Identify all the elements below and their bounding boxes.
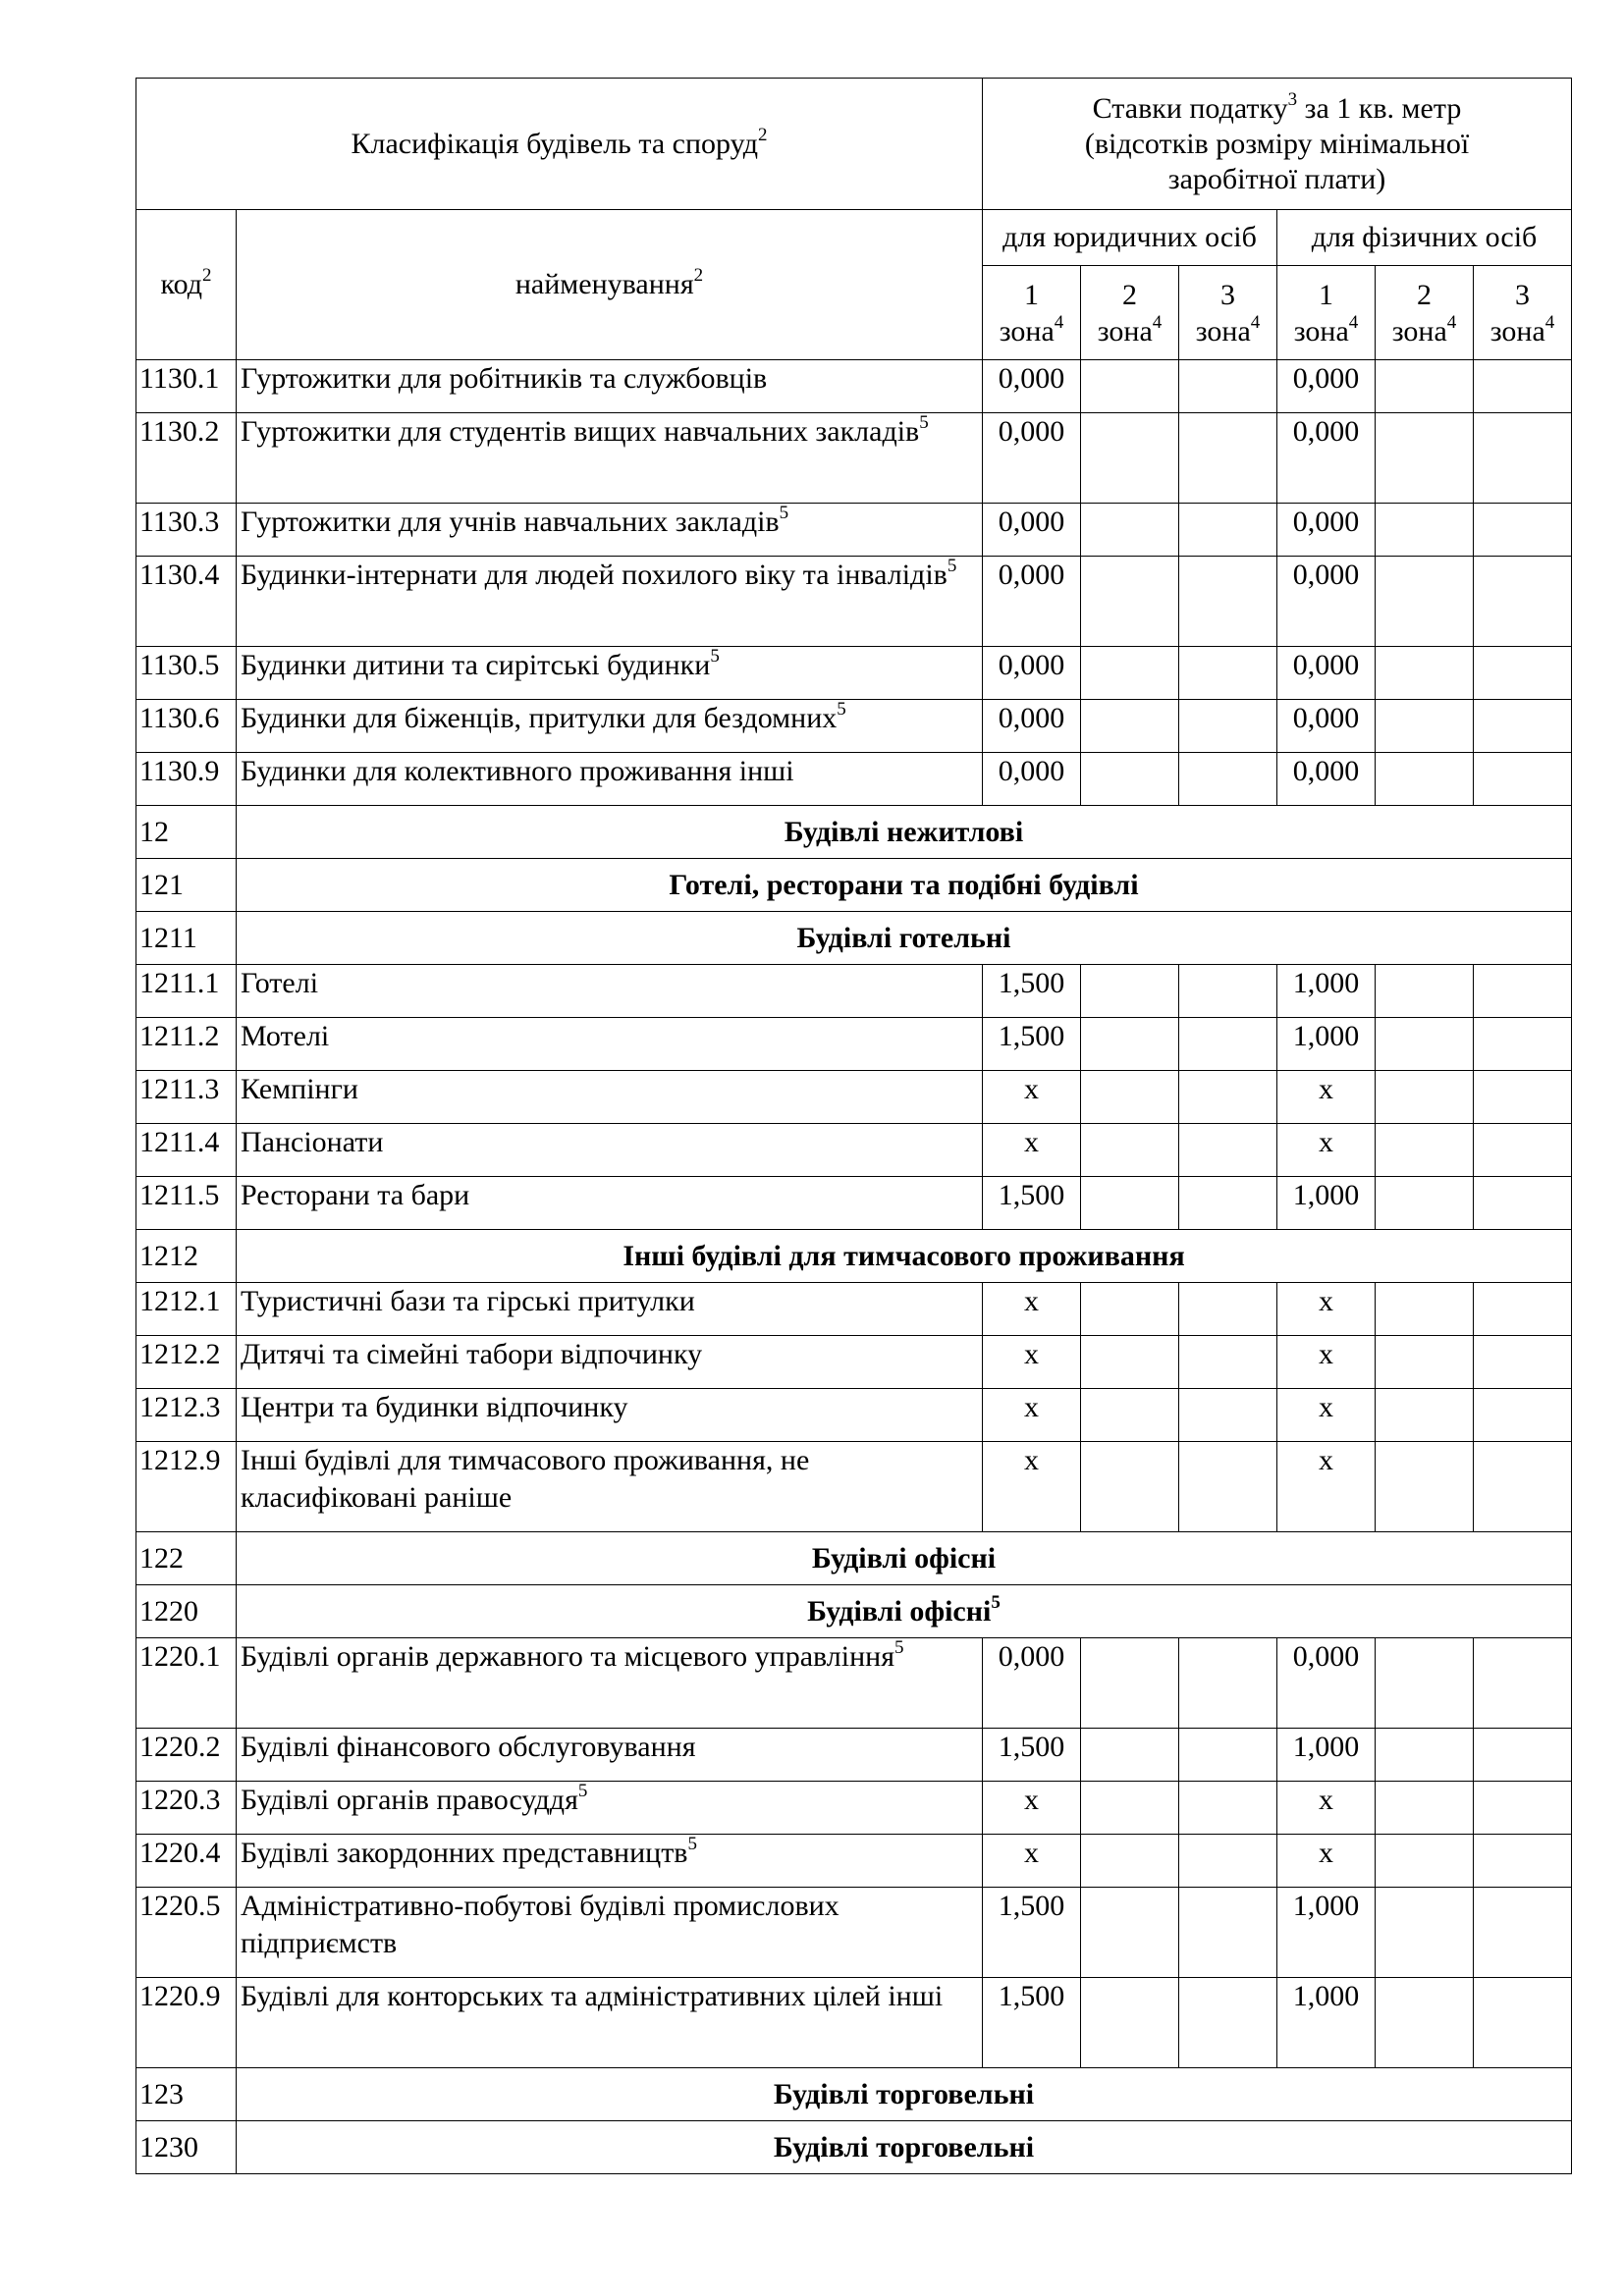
- table-row: [136, 965, 1572, 1018]
- individual-zone-2-rate: [1376, 965, 1474, 1018]
- table-row: [136, 413, 1572, 504]
- individual-zone-1-rate: 0,000: [1277, 504, 1376, 557]
- row-code: 1211.1: [136, 965, 237, 1018]
- row-name: Адміністративно-побутові будівлі промислових підприємств: [237, 1888, 983, 1978]
- individual-zone-1-rate: 0,000: [1277, 360, 1376, 413]
- individual-zone-2-rate: [1376, 360, 1474, 413]
- individual-zone-1-rate: x: [1277, 1071, 1376, 1124]
- row-code: 1130.9: [136, 753, 237, 806]
- table-row: [136, 1389, 1572, 1442]
- individual-zone-3-rate: [1474, 647, 1572, 700]
- row-code: 1211.2: [136, 1018, 237, 1071]
- individual-zone-3-rate: [1474, 1389, 1572, 1442]
- individual-zone-1-rate: x: [1277, 1124, 1376, 1177]
- individual-zone-3-rate: [1474, 1283, 1572, 1336]
- individual-zone-3-rate: [1474, 1888, 1572, 1978]
- individual-zone-3-rate: [1474, 753, 1572, 806]
- row-name: Ресторани та бари: [237, 1177, 983, 1230]
- legal-zone-2-rate: [1081, 700, 1179, 753]
- individual-zone-3-rate: [1474, 1124, 1572, 1177]
- legal-zone-2-rate: [1081, 1071, 1179, 1124]
- legal-zone-2-rate: [1081, 1888, 1179, 1978]
- table-row: [136, 647, 1572, 700]
- legal-zone-1-rate: 0,000: [983, 700, 1081, 753]
- individual-zone-1-rate: 0,000: [1277, 700, 1376, 753]
- individual-zone-2-rate: [1376, 1018, 1474, 1071]
- table-row: [136, 1442, 1572, 1532]
- row-code: 121: [136, 859, 237, 912]
- individual-zone-2-rate: [1376, 1336, 1474, 1389]
- legal-zone-1-rate: 1,500: [983, 1888, 1081, 1978]
- individual-zone-2-rate: [1376, 1835, 1474, 1888]
- row-name: Будинки-інтернати для людей похилого віку та інвалідів$^5$: [237, 557, 983, 647]
- table-row: [136, 1638, 1572, 1729]
- section-row: [136, 1585, 1572, 1638]
- row-name: Будинки дитини та сирітські будинки$^5$: [237, 647, 983, 700]
- individual-zone-3-rate: [1474, 1177, 1572, 1230]
- legal-zone-3-rate: [1179, 647, 1277, 700]
- legal-zone-3-rate: [1179, 1729, 1277, 1782]
- row-code: 1211.4: [136, 1124, 237, 1177]
- legal-zone-2-rate: [1081, 1978, 1179, 2068]
- individual-zone-1-rate: x: [1277, 1389, 1376, 1442]
- table-row: [136, 360, 1572, 413]
- legal-zone-3-rate: [1179, 1442, 1277, 1532]
- individual-zone-3-rate: [1474, 965, 1572, 1018]
- individual-zone-1-rate: x: [1277, 1782, 1376, 1835]
- row-code: 1220.4: [136, 1835, 237, 1888]
- row-name: Гуртожитки для студентів вищих навчальних закладів$^5$: [237, 413, 983, 504]
- row-code: 1130.1: [136, 360, 237, 413]
- legal-zone-1-rate: 1,500: [983, 1018, 1081, 1071]
- individual-zone-1-rate: x: [1277, 1336, 1376, 1389]
- individual-zone-2-rate: [1376, 1389, 1474, 1442]
- row-code: 1211.3: [136, 1071, 237, 1124]
- legal-zone-2-rate: [1081, 557, 1179, 647]
- legal-zone-2-rate: [1081, 647, 1179, 700]
- legal-zone-1-rate: 1,500: [983, 1729, 1081, 1782]
- row-code: 1212.3: [136, 1389, 237, 1442]
- legal-zone-3-rate: [1179, 1177, 1277, 1230]
- legal-zone-1-rate: 0,000: [983, 647, 1081, 700]
- row-name: Центри та будинки відпочинку: [237, 1389, 983, 1442]
- row-code: 1220: [136, 1585, 237, 1638]
- legal-zone-1-rate: x: [983, 1835, 1081, 1888]
- legal-zone-3-header: 3 зона$^4$: [1179, 266, 1277, 360]
- legal-zone-3-rate: [1179, 965, 1277, 1018]
- row-code: 1211: [136, 912, 237, 965]
- individual-zone-2-rate: [1376, 1888, 1474, 1978]
- legal-zone-1-rate: 0,000: [983, 1638, 1081, 1729]
- legal-zone-2-rate: [1081, 1018, 1179, 1071]
- row-name: Мотелі: [237, 1018, 983, 1071]
- individuals-header: для фізичних осіб: [1277, 210, 1572, 266]
- legal-zone-2-rate: [1081, 1177, 1179, 1230]
- legal-zone-3-rate: [1179, 1336, 1277, 1389]
- legal-zone-1-rate: x: [983, 1283, 1081, 1336]
- individual-zone-1-rate: 0,000: [1277, 647, 1376, 700]
- individual-zone-1-rate: 0,000: [1277, 557, 1376, 647]
- legal-zone-1-rate: 0,000: [983, 504, 1081, 557]
- legal-zone-3-rate: [1179, 1018, 1277, 1071]
- individual-zone-3-rate: [1474, 413, 1572, 504]
- legal-zone-2-rate: [1081, 1835, 1179, 1888]
- table-row: [136, 1782, 1572, 1835]
- section-title: Будівлі торговельні: [237, 2121, 1572, 2174]
- legal-zone-2-rate: [1081, 1729, 1179, 1782]
- row-code: 1212.2: [136, 1336, 237, 1389]
- individual-zone-1-rate: 1,000: [1277, 965, 1376, 1018]
- legal-zone-3-rate: [1179, 1283, 1277, 1336]
- individual-zone-2-rate: [1376, 1442, 1474, 1532]
- legal-zone-2-rate: [1081, 1336, 1179, 1389]
- legal-zone-1-rate: x: [983, 1124, 1081, 1177]
- individual-zone-3-rate: [1474, 700, 1572, 753]
- row-name: Будівлі фінансового обслуговування: [237, 1729, 983, 1782]
- row-code: 1220.1: [136, 1638, 237, 1729]
- individual-zone-2-rate: [1376, 557, 1474, 647]
- legal-zone-3-rate: [1179, 1978, 1277, 2068]
- table-body: [136, 360, 1572, 2174]
- legal-zone-1-rate: 1,500: [983, 1978, 1081, 2068]
- individual-zone-3-rate: [1474, 1782, 1572, 1835]
- legal-zone-2-rate: [1081, 965, 1179, 1018]
- individual-zone-1-rate: x: [1277, 1283, 1376, 1336]
- section-title: Готелі, ресторани та подібні будівлі: [237, 859, 1572, 912]
- individual-zone-1-rate: x: [1277, 1835, 1376, 1888]
- legal-zone-1-rate: 0,000: [983, 413, 1081, 504]
- row-name: Кемпінги: [237, 1071, 983, 1124]
- legal-zone-1-rate: x: [983, 1071, 1081, 1124]
- legal-zone-3-rate: [1179, 1071, 1277, 1124]
- legal-zone-1-rate: 1,500: [983, 1177, 1081, 1230]
- row-name: Будівлі закордонних представництв$^5$: [237, 1835, 983, 1888]
- legal-entities-header: для юридичних осіб: [983, 210, 1277, 266]
- legal-zone-3-rate: [1179, 504, 1277, 557]
- section-row: [136, 2121, 1572, 2174]
- legal-zone-1-rate: 0,000: [983, 360, 1081, 413]
- row-code: 122: [136, 1532, 237, 1585]
- row-name: Інші будівлі для тимчасового проживання, не класифіковані раніше: [237, 1442, 983, 1532]
- row-code: 1212.9: [136, 1442, 237, 1532]
- row-code: 1230: [136, 2121, 237, 2174]
- section-title: Інші будівлі для тимчасового проживання: [237, 1230, 1572, 1283]
- legal-zone-1-rate: x: [983, 1782, 1081, 1835]
- legal-zone-2-rate: [1081, 753, 1179, 806]
- individual-zone-1-rate: 0,000: [1277, 1638, 1376, 1729]
- table-row: [136, 1336, 1572, 1389]
- table-row: [136, 1729, 1572, 1782]
- row-code: 1220.3: [136, 1782, 237, 1835]
- legal-zone-1-rate: 0,000: [983, 557, 1081, 647]
- legal-zone-2-rate: [1081, 1283, 1179, 1336]
- legal-zone-2-rate: [1081, 360, 1179, 413]
- row-name: Будівлі органів державного та місцевого управління$^5$: [237, 1638, 983, 1729]
- individual-zone-3-rate: [1474, 1071, 1572, 1124]
- table-row: [136, 1177, 1572, 1230]
- classification-header: Класифікація будівель та споруд$^2$: [136, 79, 983, 210]
- row-code: 12: [136, 806, 237, 859]
- section-title: Будівлі офісні$^5$: [237, 1585, 1572, 1638]
- legal-zone-3-rate: [1179, 1782, 1277, 1835]
- row-name: Будівлі органів правосуддя$^5$: [237, 1782, 983, 1835]
- section-row: [136, 806, 1572, 859]
- legal-zone-3-rate: [1179, 1389, 1277, 1442]
- row-code: 123: [136, 2068, 237, 2121]
- row-code: 1130.4: [136, 557, 237, 647]
- legal-zone-2-rate: [1081, 504, 1179, 557]
- row-code: 1130.2: [136, 413, 237, 504]
- row-name: Дитячі та сімейні табори відпочинку: [237, 1336, 983, 1389]
- legal-zone-2-rate: [1081, 1638, 1179, 1729]
- section-title: Будівлі готельні: [237, 912, 1572, 965]
- table-row: [136, 1283, 1572, 1336]
- individual-zone-3-header: 3 зона$^4$: [1474, 266, 1572, 360]
- legal-zone-3-rate: [1179, 1888, 1277, 1978]
- individual-zone-3-rate: [1474, 1978, 1572, 2068]
- legal-zone-3-rate: [1179, 360, 1277, 413]
- legal-zone-1-rate: x: [983, 1442, 1081, 1532]
- individual-zone-3-rate: [1474, 1018, 1572, 1071]
- individual-zone-2-rate: [1376, 413, 1474, 504]
- individual-zone-2-rate: [1376, 1729, 1474, 1782]
- individual-zone-2-rate: [1376, 700, 1474, 753]
- table-row: [136, 1018, 1572, 1071]
- row-code: 1220.9: [136, 1978, 237, 2068]
- row-name: Готелі: [237, 965, 983, 1018]
- table-row: [136, 1888, 1572, 1978]
- individual-zone-1-rate: 1,000: [1277, 1888, 1376, 1978]
- individual-zone-2-rate: [1376, 1782, 1474, 1835]
- individual-zone-3-rate: [1474, 504, 1572, 557]
- table-row: [136, 1124, 1572, 1177]
- individual-zone-3-rate: [1474, 1442, 1572, 1532]
- legal-zone-1-header: 1 зона$^4$: [983, 266, 1081, 360]
- name-header: найменування$^2$: [237, 210, 983, 360]
- row-code: 1130.3: [136, 504, 237, 557]
- legal-zone-3-rate: [1179, 700, 1277, 753]
- section-title: Будівлі торговельні: [237, 2068, 1572, 2121]
- individual-zone-2-rate: [1376, 1071, 1474, 1124]
- row-code: 1212: [136, 1230, 237, 1283]
- row-code: 1130.6: [136, 700, 237, 753]
- row-name: Туристичні бази та гірські притулки: [237, 1283, 983, 1336]
- individual-zone-3-rate: [1474, 360, 1572, 413]
- section-row: [136, 1532, 1572, 1585]
- legal-zone-3-rate: [1179, 557, 1277, 647]
- individual-zone-2-rate: [1376, 504, 1474, 557]
- row-code: 1220.5: [136, 1888, 237, 1978]
- legal-zone-2-rate: [1081, 413, 1179, 504]
- row-name: Пансіонати: [237, 1124, 983, 1177]
- row-code: 1212.1: [136, 1283, 237, 1336]
- legal-zone-1-rate: x: [983, 1336, 1081, 1389]
- individual-zone-3-rate: [1474, 557, 1572, 647]
- row-code: 1220.2: [136, 1729, 237, 1782]
- row-name: Будинки для біженців, притулки для бездомних$^5$: [237, 700, 983, 753]
- table-row: [136, 504, 1572, 557]
- individual-zone-3-rate: [1474, 1835, 1572, 1888]
- row-name: Будівлі для конторських та адміністративних цілей інші: [237, 1978, 983, 2068]
- table-header: [136, 79, 1572, 360]
- individual-zone-1-rate: 1,000: [1277, 1729, 1376, 1782]
- legal-zone-2-rate: [1081, 1782, 1179, 1835]
- individual-zone-2-rate: [1376, 753, 1474, 806]
- individual-zone-1-rate: x: [1277, 1442, 1376, 1532]
- individual-zone-2-rate: [1376, 1283, 1474, 1336]
- rates-header: Ставки податку$^3$ за 1 кв. метр (відсотків розміру мінімальної заробітної плати): [983, 79, 1572, 210]
- table-row: [136, 557, 1572, 647]
- legal-zone-3-rate: [1179, 753, 1277, 806]
- legal-zone-3-rate: [1179, 1835, 1277, 1888]
- individual-zone-2-rate: [1376, 1978, 1474, 2068]
- row-name: Гуртожитки для робітників та службовців: [237, 360, 983, 413]
- individual-zone-2-header: 2 зона$^4$: [1376, 266, 1474, 360]
- individual-zone-1-rate: 0,000: [1277, 413, 1376, 504]
- individual-zone-2-rate: [1376, 1177, 1474, 1230]
- individual-zone-1-rate: 1,000: [1277, 1018, 1376, 1071]
- row-code: 1130.5: [136, 647, 237, 700]
- table-row: [136, 1978, 1572, 2068]
- section-title: Будівлі офісні: [237, 1532, 1572, 1585]
- individual-zone-2-rate: [1376, 647, 1474, 700]
- individual-zone-1-rate: 0,000: [1277, 753, 1376, 806]
- document-page: [135, 78, 1571, 2174]
- individual-zone-1-header: 1 зона$^4$: [1277, 266, 1376, 360]
- section-row: [136, 912, 1572, 965]
- row-name: Будинки для колективного проживання інші: [237, 753, 983, 806]
- individual-zone-3-rate: [1474, 1729, 1572, 1782]
- legal-zone-3-rate: [1179, 1124, 1277, 1177]
- individual-zone-1-rate: 1,000: [1277, 1978, 1376, 2068]
- legal-zone-2-rate: [1081, 1389, 1179, 1442]
- row-code: 1211.5: [136, 1177, 237, 1230]
- individual-zone-2-rate: [1376, 1638, 1474, 1729]
- legal-zone-3-rate: [1179, 413, 1277, 504]
- table-row: [136, 1071, 1572, 1124]
- tax-rates-table: [135, 78, 1572, 2174]
- legal-zone-1-rate: 1,500: [983, 965, 1081, 1018]
- table-row: [136, 700, 1572, 753]
- legal-zone-2-rate: [1081, 1124, 1179, 1177]
- section-title: Будівлі нежитлові: [237, 806, 1572, 859]
- legal-zone-1-rate: x: [983, 1389, 1081, 1442]
- legal-zone-2-header: 2 зона$^4$: [1081, 266, 1179, 360]
- individual-zone-3-rate: [1474, 1638, 1572, 1729]
- individual-zone-2-rate: [1376, 1124, 1474, 1177]
- section-row: [136, 1230, 1572, 1283]
- row-name: Гуртожитки для учнів навчальних закладів$^5$: [237, 504, 983, 557]
- legal-zone-2-rate: [1081, 1442, 1179, 1532]
- section-row: [136, 859, 1572, 912]
- individual-zone-3-rate: [1474, 1336, 1572, 1389]
- table-row: [136, 1835, 1572, 1888]
- individual-zone-1-rate: 1,000: [1277, 1177, 1376, 1230]
- code-header: код$^2$: [136, 210, 237, 360]
- legal-zone-1-rate: 0,000: [983, 753, 1081, 806]
- table-row: [136, 753, 1572, 806]
- section-row: [136, 2068, 1572, 2121]
- legal-zone-3-rate: [1179, 1638, 1277, 1729]
